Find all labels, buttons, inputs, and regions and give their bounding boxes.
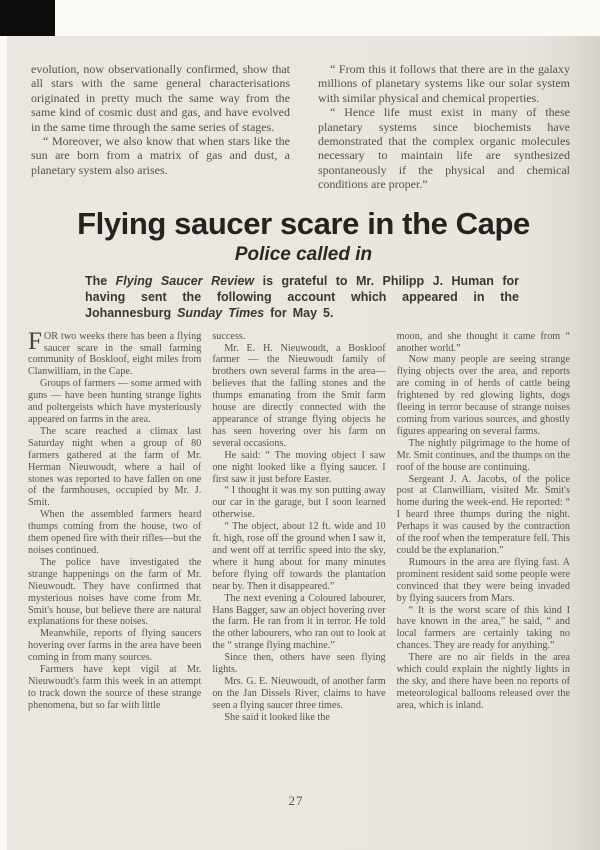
scan-corner-mark bbox=[0, 0, 55, 36]
paragraph: Sergeant J. A. Jacobs, of the police post at Clanwilliam, visited Mr. Smit's home during the week-end. He reported: “ I heard three thumps during the night. Perhaps it was caused by the contraction of the roof when the temperature fell. This could be the explanation.” bbox=[396, 473, 570, 556]
paragraph: “ Hence life must exist in many of these planetary systems since biochemists have demonstrated that the complex organic molecules necessary to maintain life are synthesized spontaneously if the physical and chemical conditions are proper.” bbox=[318, 105, 570, 192]
paragraph-group bbox=[318, 62, 570, 192]
paragraph: “ From this it follows that there are in the galaxy millions of planetary systems like our solar system with similar physical and chemical properties. bbox=[318, 62, 570, 105]
lead-paragraph bbox=[28, 327, 202, 379]
top-right-column bbox=[318, 62, 570, 192]
paragraph: When the assembled farmers heard thumps coming from the house, two of them opened fire with their rifles—but the noises continued. bbox=[28, 509, 202, 556]
paragraph: “ The object, about 12 ft. wide and 10 ft. high, rose off the ground when I saw it, and went off at terrific speed into the sky, where it hung about for many minutes before flying off towards the plantation near by. Then it disappeared.” bbox=[212, 521, 386, 592]
text-segment: for May 5. bbox=[264, 305, 334, 320]
paragraph-group bbox=[31, 134, 290, 177]
paragraph: Since then, others have seen flying lights. bbox=[212, 652, 386, 676]
paragraph-group bbox=[28, 378, 201, 711]
paragraph: The next evening a Coloured labourer, Hans Bagger, saw an object hovering over the farm. He ran from it in terror. He told the other labourers, who ran out to look at the “ strange flying machine.” bbox=[212, 592, 386, 652]
paragraph: “ I thought it was my son putting away our car in the garage, but I soon learned otherwise. bbox=[212, 485, 386, 521]
paragraph: Groups of farmers — some armed with guns — have been hunting strange lights and poltergeists which have mysteriously appeared on farms in the area. bbox=[28, 378, 202, 425]
paragraph: “ It is the worst scare of this kind I have known in the area,” he said, “ and local farmers are certainly taking no chances. They are ready for anything.” bbox=[396, 604, 570, 652]
paragraph-group bbox=[397, 354, 570, 711]
page-number: 27 bbox=[288, 793, 304, 808]
paragraph: “ Moreover, we also know that when stars like the sun are born from a matrix of gas and dust, a planetary system also arises. bbox=[31, 134, 290, 177]
text-segment: is grateful to Mr. Philipp J. Human for having sent the following account which appeared in the Johannesburg bbox=[85, 273, 519, 320]
paragraph: The scare reached a climax last Saturday night when a group of 80 farmers gathered at the farm of Mr. Herman Nieuwoudt, where a hail of stones was reported to have fallen on one of the farmhouses, occupied by Mr. J. Smit. bbox=[28, 425, 202, 509]
lead-text: OR two weeks there has been a flying saucer scare in the small farming community of Boskloof, eight miles from Clanwilliam, in the Cape. bbox=[28, 330, 202, 378]
italic-text: Sunday Times bbox=[177, 305, 265, 320]
paragraph: There are no air fields in the area which could explain the nightly lights in the sky, and there have been no reports of meteorological balloons released over the area, which is inland. bbox=[396, 652, 570, 711]
article-body bbox=[7, 321, 600, 724]
paragraph: success. bbox=[212, 330, 246, 342]
article-subhead: Police called in bbox=[234, 243, 373, 265]
paragraph: moon, and she thought it came from “ another world.” bbox=[396, 330, 570, 354]
paper bbox=[7, 36, 600, 850]
paragraph: She said it looked like the bbox=[224, 711, 330, 723]
paragraph: Meanwhile, reports of flying saucers hovering over farms in the area have been coming in from many sources. bbox=[28, 628, 202, 664]
previous-article-continuation bbox=[7, 36, 600, 192]
paragraph: The nightly pilgrimage to the home of Mr. Smit continues, and the thumps on the roof of the house are continuing. bbox=[396, 437, 570, 473]
article-intro bbox=[85, 273, 519, 321]
paragraph-group bbox=[212, 343, 385, 724]
body-column-2 bbox=[212, 331, 385, 724]
italic-text: Flying Saucer Review bbox=[115, 273, 255, 288]
article-headline: Flying saucer scare in the Cape bbox=[77, 205, 530, 241]
top-left-column bbox=[31, 62, 290, 192]
paragraph: Farmers have kept vigil at Mr. Nieuwoudt's farm this week in an attempt to track down the source of these strange phenomena, but so far with little bbox=[28, 664, 202, 711]
body-column-1 bbox=[28, 327, 202, 724]
drop-cap: F bbox=[28, 327, 42, 355]
body-column-3 bbox=[397, 331, 570, 724]
paragraph: Rumours in the area are flying fast. A prominent resident said some people were convinced that they were being invaded by flying saucers from Mars. bbox=[396, 556, 570, 604]
paragraph: The police have investigated the strange happenings on the farm of Mr. Nieuwoudt. They have confirmed that mysterious noises have come from Mr. Smit's house, but believe there are natural explanations for these noises. bbox=[28, 556, 202, 628]
paragraph: Now many people are seeing strange flying objects over the area, and reports are coming in of herds of cattle being frightened by red glowing lights, dogs fleeing in terror because of strange noises coming from various sources, and ghostly figures appearing on several farms. bbox=[396, 354, 570, 437]
paragraph: evolution, now observationally confirmed, show that all stars with the same general characterisations originated in pretty much the same way from the same kind of cosmic dust and gas, and have evolved in the same time through the same series of stages. bbox=[31, 62, 290, 134]
paragraph: Mr. E. H. Nieuwoudt, a Boskloof farmer — the Nieuwoudt family of brothers own several farms in the area—believes that the falling stones and the thumps emanating from the Smit farm house are directly connected with the appearance of strange flying objects he has seen hovering over his farm on several occasions. bbox=[212, 342, 386, 449]
paragraph: Mrs. G. E. Nieuwoudt, of another farm on the Jan Dissels River, claims to have seen a flying saucer three times. bbox=[212, 675, 386, 711]
paragraph: He said: “ The moving object I saw one night looked like a flying saucer. I first saw it just before Easter. bbox=[212, 449, 386, 485]
text-segment: The bbox=[85, 273, 116, 288]
